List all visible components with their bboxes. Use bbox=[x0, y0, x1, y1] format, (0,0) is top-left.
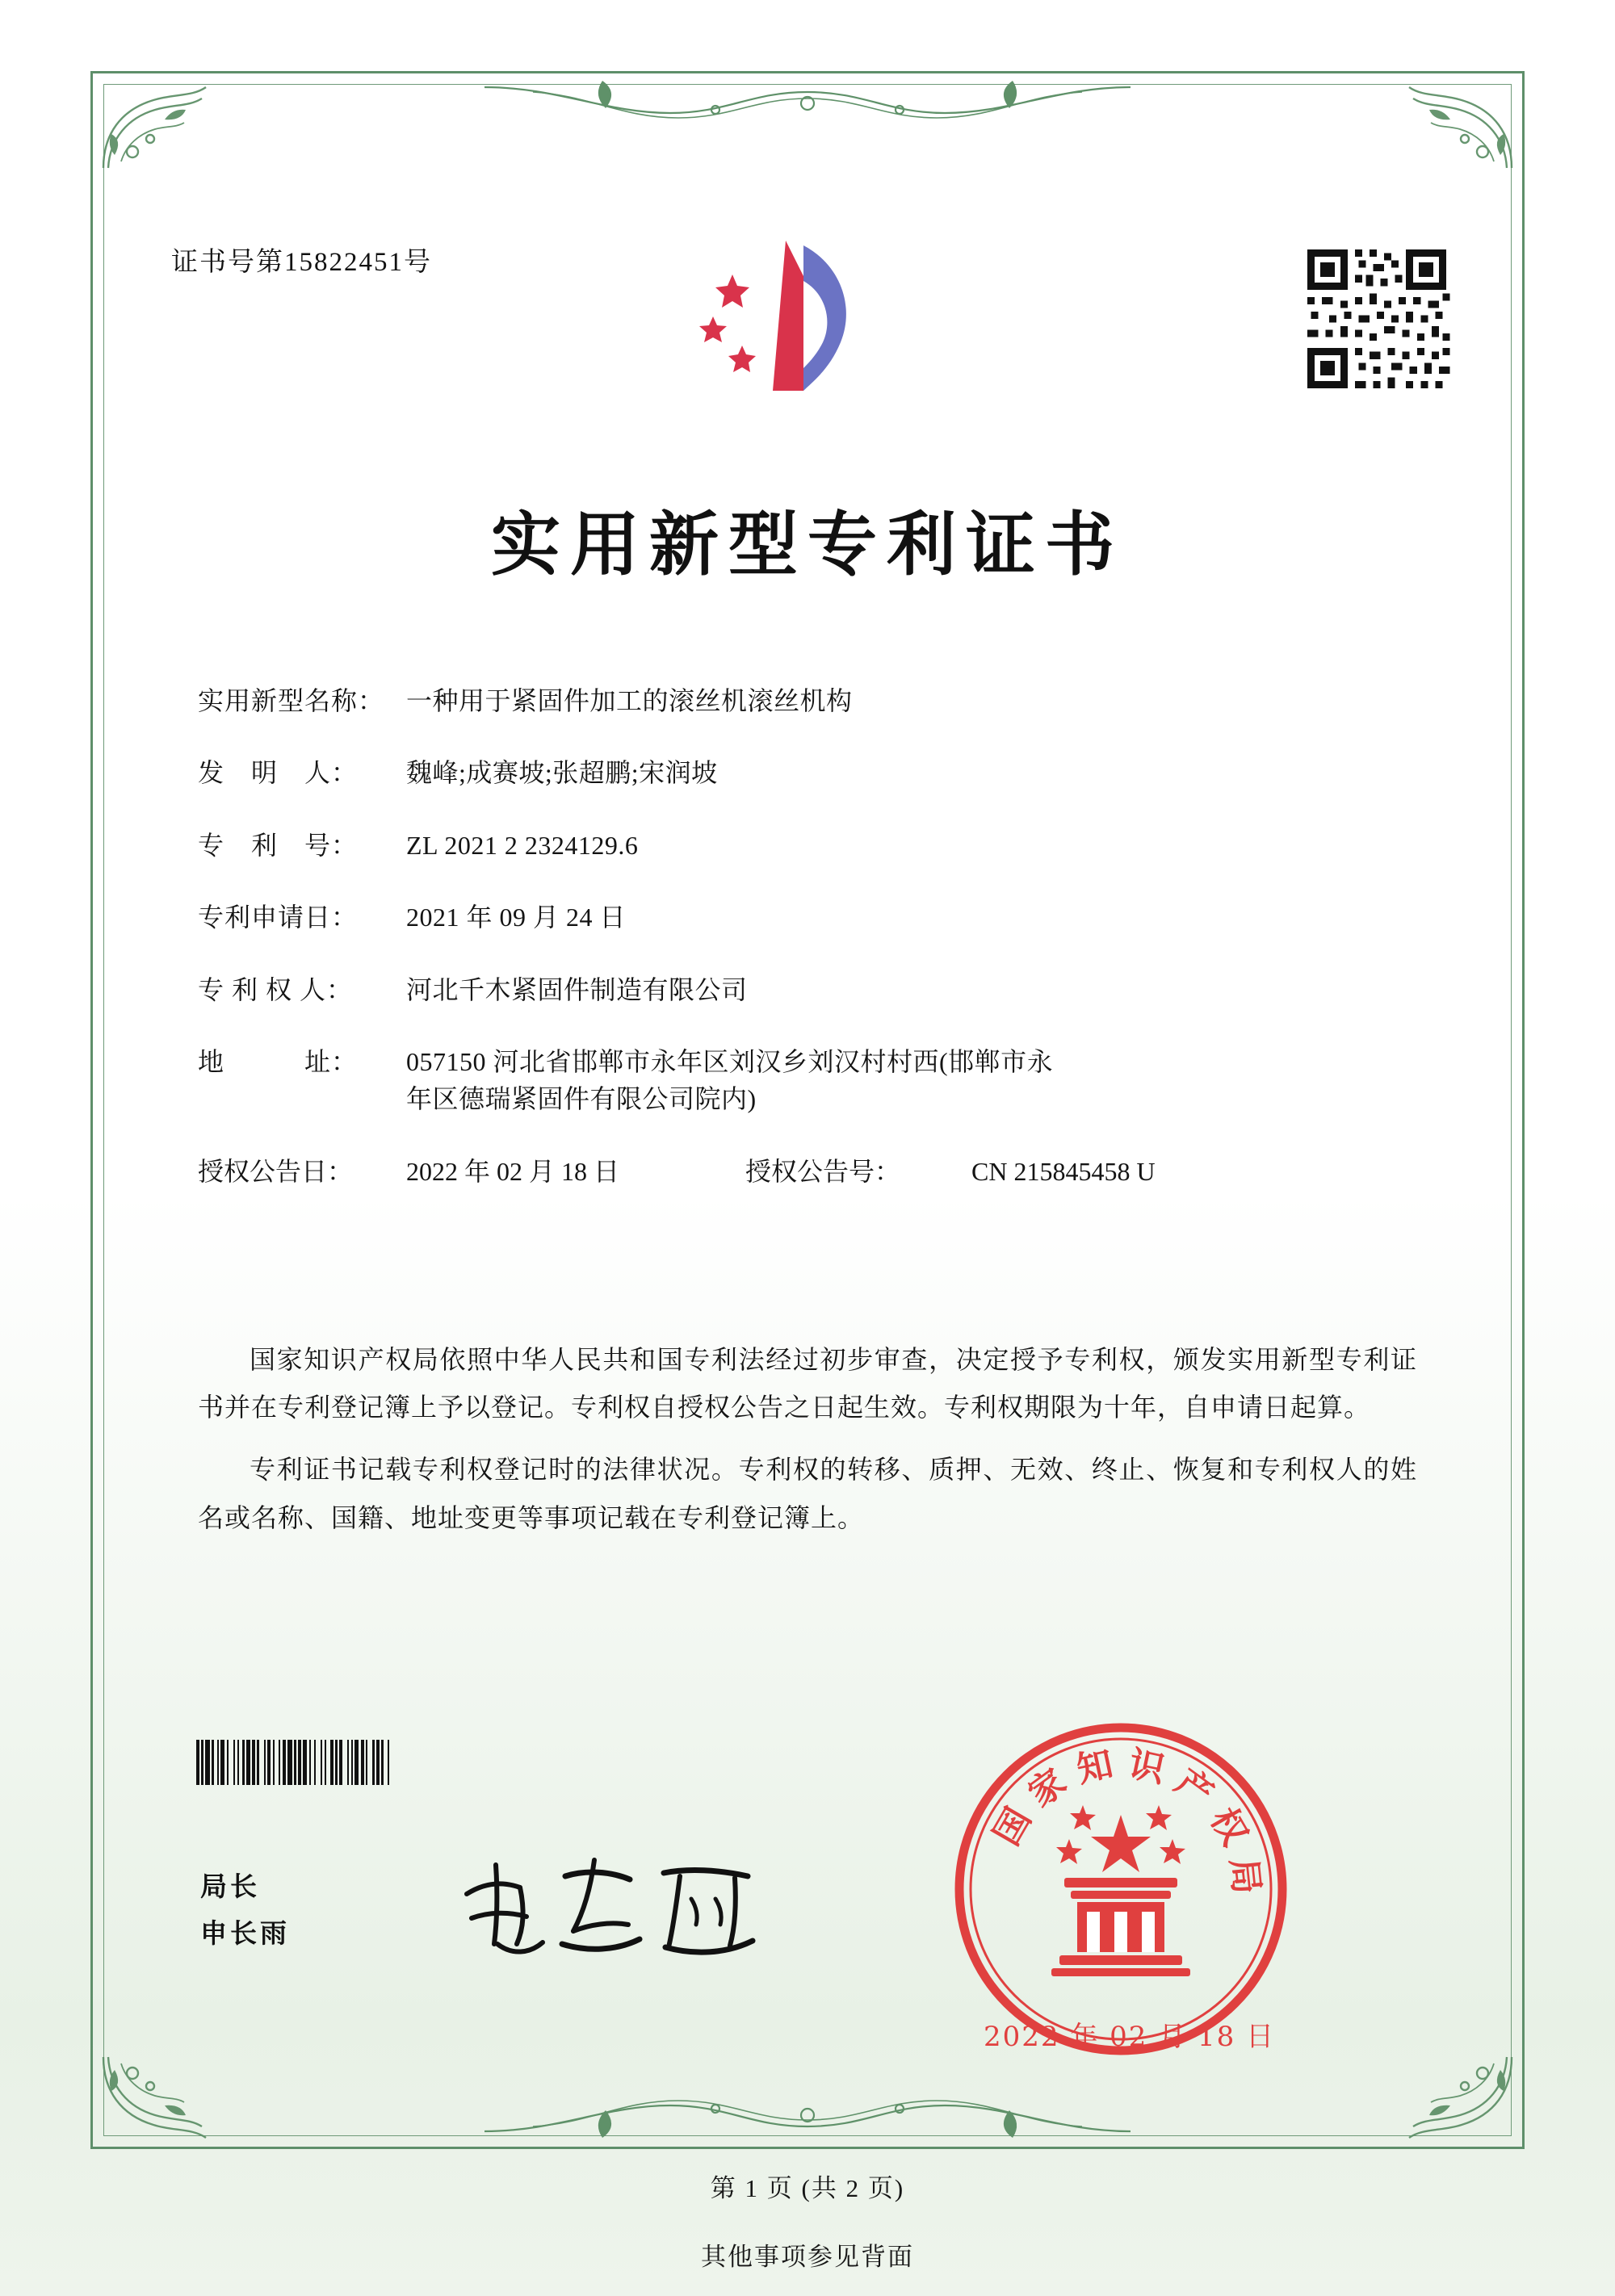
address-line-1: 057150 河北省邯郸市永年区刘汉乡刘汉村村西(邯郸市永 bbox=[406, 1046, 1054, 1076]
svg-text:局: 局 bbox=[1222, 1856, 1268, 1896]
paragraph-2: 专利证书记载专利权登记时的法律状况。专利权的转移、质押、无效、终止、恢复和专利权人的姓名或名称、国籍、地址变更等事项记载在专利登记簿上。 bbox=[198, 1455, 1417, 1532]
top-flourish-ornament-icon bbox=[484, 74, 1130, 134]
back-note: 其他事项参见背面 bbox=[701, 2243, 914, 2271]
svg-text:产: 产 bbox=[1168, 1761, 1221, 1816]
signature-role: 局长 bbox=[200, 1873, 260, 1902]
field-label: 专 利 号： bbox=[198, 830, 359, 860]
corner-ornament-icon bbox=[97, 2051, 218, 2147]
announcement-number-label: 授权公告号： bbox=[745, 1156, 901, 1186]
handwritten-signature-icon bbox=[452, 1841, 791, 1970]
corner-ornament-icon bbox=[97, 78, 218, 174]
address-line-2: 年区德瑞紧固件有限公司院内) bbox=[406, 1084, 757, 1114]
field-value: ZL 2021 2 2324129.6 bbox=[406, 830, 639, 860]
field-label: 发 明 人： bbox=[198, 758, 359, 788]
svg-text:家: 家 bbox=[1021, 1761, 1074, 1816]
cnipa-logo-icon bbox=[682, 233, 892, 418]
legal-text bbox=[198, 1336, 1417, 1557]
field-label: 专利申请日： bbox=[198, 903, 359, 932]
field-row-address bbox=[198, 1043, 1409, 1118]
qr-code-icon bbox=[1300, 242, 1454, 396]
signature-name: 申长雨 bbox=[200, 1919, 290, 1949]
field-value: 河北千木紧固件制造有限公司 bbox=[406, 974, 748, 1004]
corner-ornament-icon bbox=[1397, 2051, 1518, 2147]
field-value: 一种用于紧固件加工的滚丝机滚丝机构 bbox=[406, 686, 853, 715]
field-list bbox=[198, 682, 1409, 1206]
announcement-number-value: CN 215845458 U bbox=[971, 1156, 1156, 1186]
field-row-patent-number bbox=[198, 827, 1409, 864]
field-row-utility-model-name bbox=[198, 682, 1409, 719]
field-row-announcement bbox=[198, 1153, 1409, 1190]
field-value: 魏峰;成赛坡;张超鹏;宋润坡 bbox=[406, 758, 718, 788]
field-label: 实用新型名称： bbox=[198, 686, 385, 715]
paragraph-1: 国家知识产权局依照中华人民共和国专利法经过初步审查，决定授予专利权，颁发实用新型专利证书并在专利登记簿上予以登记。专利权自授权公告之日起生效。专利权期限为十年，自申请日起算。 bbox=[198, 1345, 1417, 1422]
certificate-number: 证书号第15822451号 bbox=[171, 248, 432, 277]
field-row-application-date bbox=[198, 899, 1409, 936]
field-label: 地 址： bbox=[198, 1046, 359, 1076]
signature-block bbox=[200, 1865, 290, 1959]
field-label: 专 利 权 人： bbox=[198, 974, 354, 1004]
field-row-inventors bbox=[198, 754, 1409, 791]
official-seal-icon bbox=[951, 1720, 1290, 2059]
field-value bbox=[406, 1043, 1409, 1118]
field-row-patentee bbox=[198, 971, 1409, 1008]
svg-text:识: 识 bbox=[1125, 1743, 1168, 1791]
seal-date: 2022 年 02 月 18 日 bbox=[984, 2021, 1276, 2053]
bottom-flourish-ornament-icon bbox=[484, 2084, 1130, 2144]
svg-text:权: 权 bbox=[1202, 1800, 1256, 1853]
barcode-icon bbox=[196, 1740, 608, 1785]
corner-ornament-icon bbox=[1397, 78, 1518, 174]
field-value: 2021 年 09 月 24 日 bbox=[406, 903, 627, 932]
svg-text:国: 国 bbox=[986, 1800, 1040, 1853]
svg-text:知: 知 bbox=[1073, 1743, 1117, 1791]
announcement-date-value: 2022 年 02 月 18 日 bbox=[406, 1156, 620, 1186]
page-title: 实用新型专利证书 bbox=[491, 504, 1124, 585]
announcement-date-label: 授权公告日： bbox=[198, 1156, 354, 1186]
page-number: 第 1 页 (共 2 页) bbox=[710, 2174, 905, 2202]
